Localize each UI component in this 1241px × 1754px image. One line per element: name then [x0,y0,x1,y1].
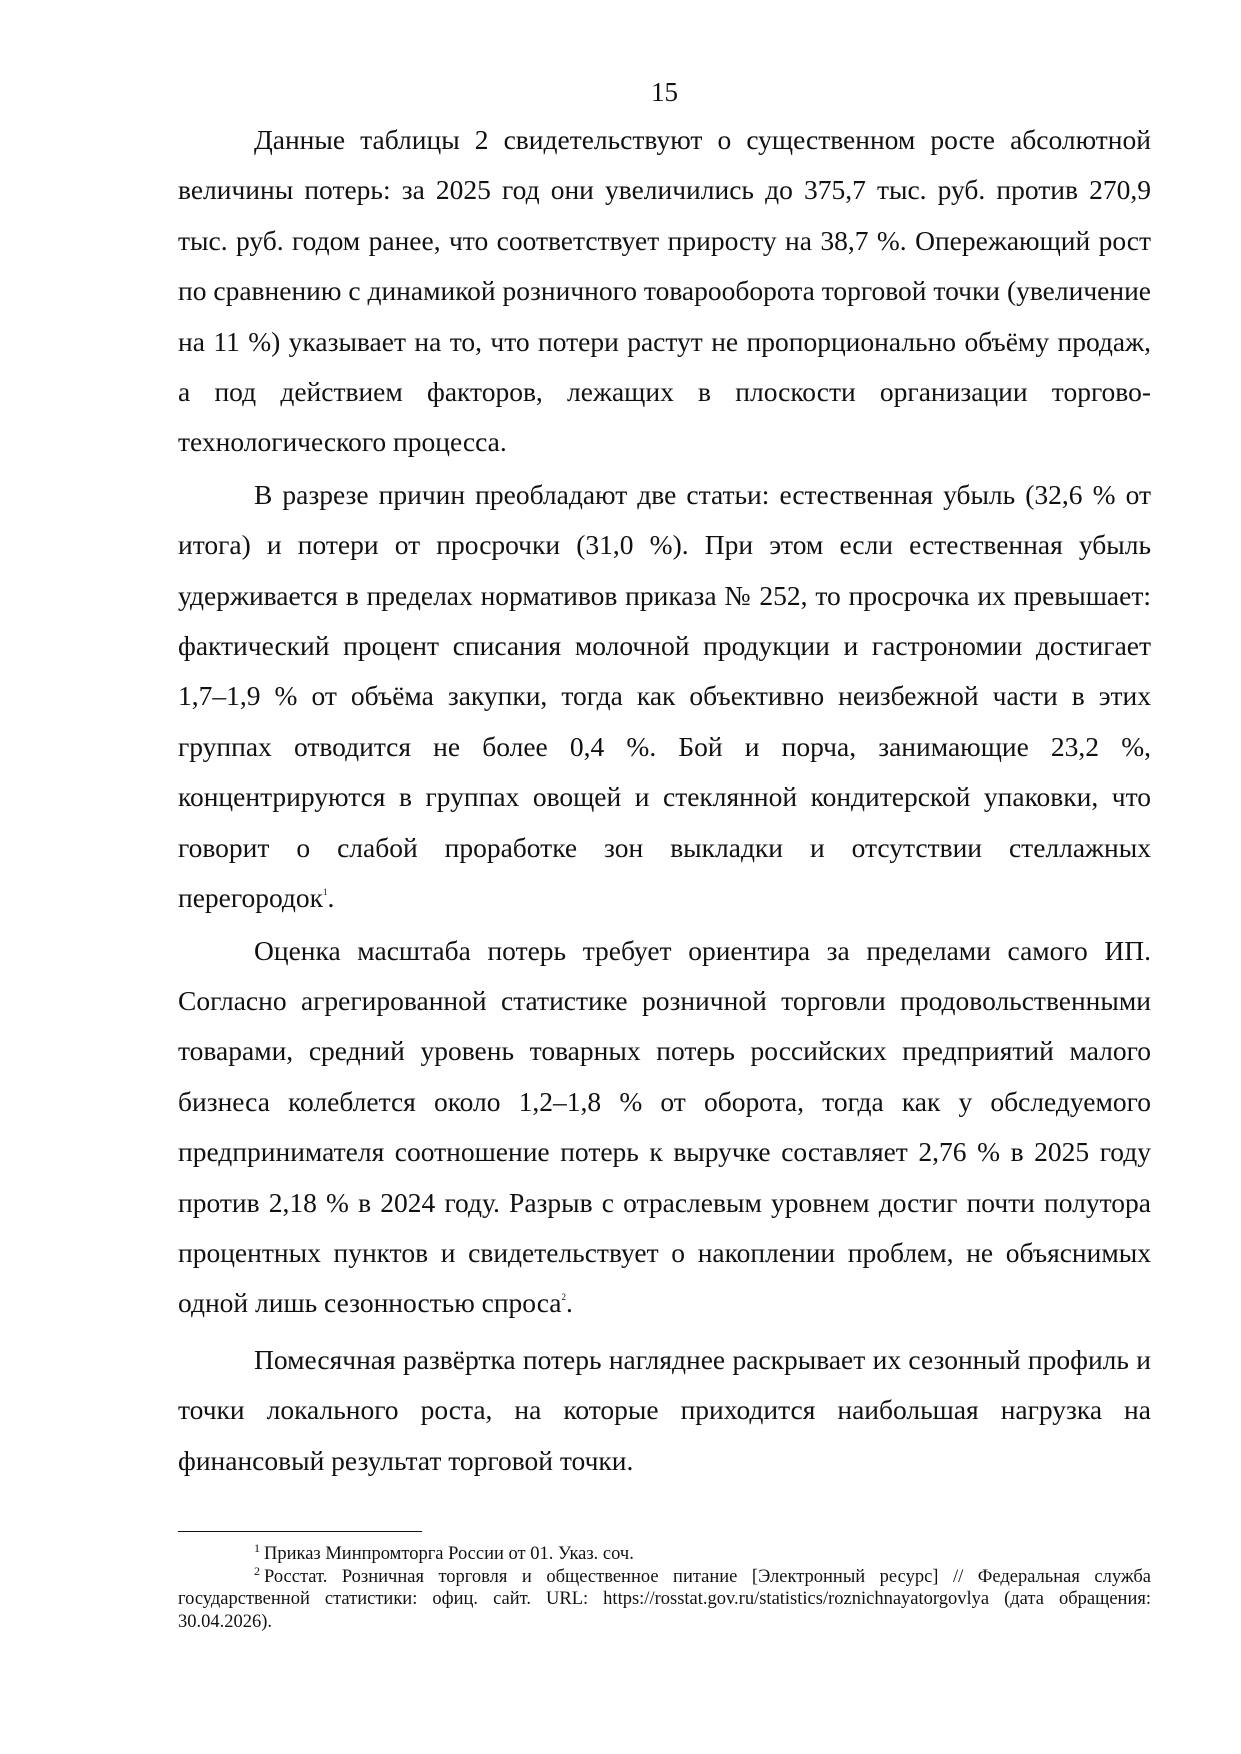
footnote-ref-2[interactable]: 2 [561,1292,566,1303]
paragraph-2-text: В разрезе причин преобладают две статьи: естественная убыль (32,6 % от итога) и потери от просрочки (31,0 %). При этом если естественная убыль удерживается в пределах нормативов приказа № 252, то просрочка их превышает: фактический процент списания молочной продукции и гастрономии достигает 1,7–1,9 % от объёма закупки, тогда как объективно неизбежной части в этих группах отводится не более 0,4 %. Бой и порча, занимающие 23,2 %, концентрируются в группах овощей и стеклянной кондитерской упаковки, что говорит о слабой проработке зон выкладки и отсутствии стеллажных перегородок [178,478,1151,914]
footnote-ref-1[interactable]: 1 [323,887,328,898]
paragraph-3-tail: . [565,1287,573,1319]
paragraph-2 [178,470,1151,924]
paragraph-2-tail: . [327,882,335,914]
footnotes [178,1543,1151,1633]
paragraph-1 [178,115,1151,468]
body-text [178,115,1151,1486]
footnote-2-mark: 2 [254,1563,260,1578]
footnote-separator [178,1531,422,1532]
footnote-1-text: Приказ Минпромторга России от 01. Указ. соч. [264,1544,634,1564]
page-number: 15 [651,77,678,107]
paragraph-3-text: Оценка масштаба потерь требует ориентира за пределами самого ИП. Согласно агрегированной статистике розничной торговли продовольственными товарами, средний уровень товарных потерь российских предприятий малого бизнеса колеблется около 1,2–1,8 % от оборота, тогда как у обследуемого предпринимателя соотношение потерь к выручке составляет 2,76 % в 2025 году против 2,18 % в 2024 году. Разрыв с отраслевым уровнем достиг почти полутора процентных пунктов и свидетельствует о накоплении проблем, не объяснимых одной лишь сезонностью спроса [178,934,1151,1319]
paragraph-1-text: Данные таблицы 2 свидетельствуют о существенном росте абсолютной величины потерь: за 2025 год они увеличились до 375,7 тыс. руб. против 270,9 тыс. руб. годом ранее, что соответствует приросту на 38,7 %. Опережающий рост по сравнению с динамикой розничного товарооборота торговой точки (увеличение на 11 %) указывает на то, что потери растут не пропорционально объёму продаж, а под действием факторов, лежащих в плоскости организации торгово-технологического процесса. [178,124,1151,458]
paragraph-3 [178,926,1151,1329]
paragraph-4-text: Помесячная развёртка потерь нагляднее раскрывает их сезонный профиль и точки локального роста, на которые приходится наибольшая нагрузка на финансовый результат торговой точки. [178,1343,1151,1476]
footnote-2 [178,1563,1151,1634]
footnote-2-text[interactable]: Росстат. Розничная торговля и общественное питание [Электронный ресурс] // Федеральная служба государственной статистики: офиц. сайт. URL: https://rosstat.gov.ru/statistics/roznichnayatorgovlya (дата обращения: 30.04.2026). [178,1566,1151,1632]
footnote-1-mark: 1 [254,1541,260,1555]
footnote-1 [178,1543,1151,1566]
paragraph-4 [178,1335,1151,1486]
